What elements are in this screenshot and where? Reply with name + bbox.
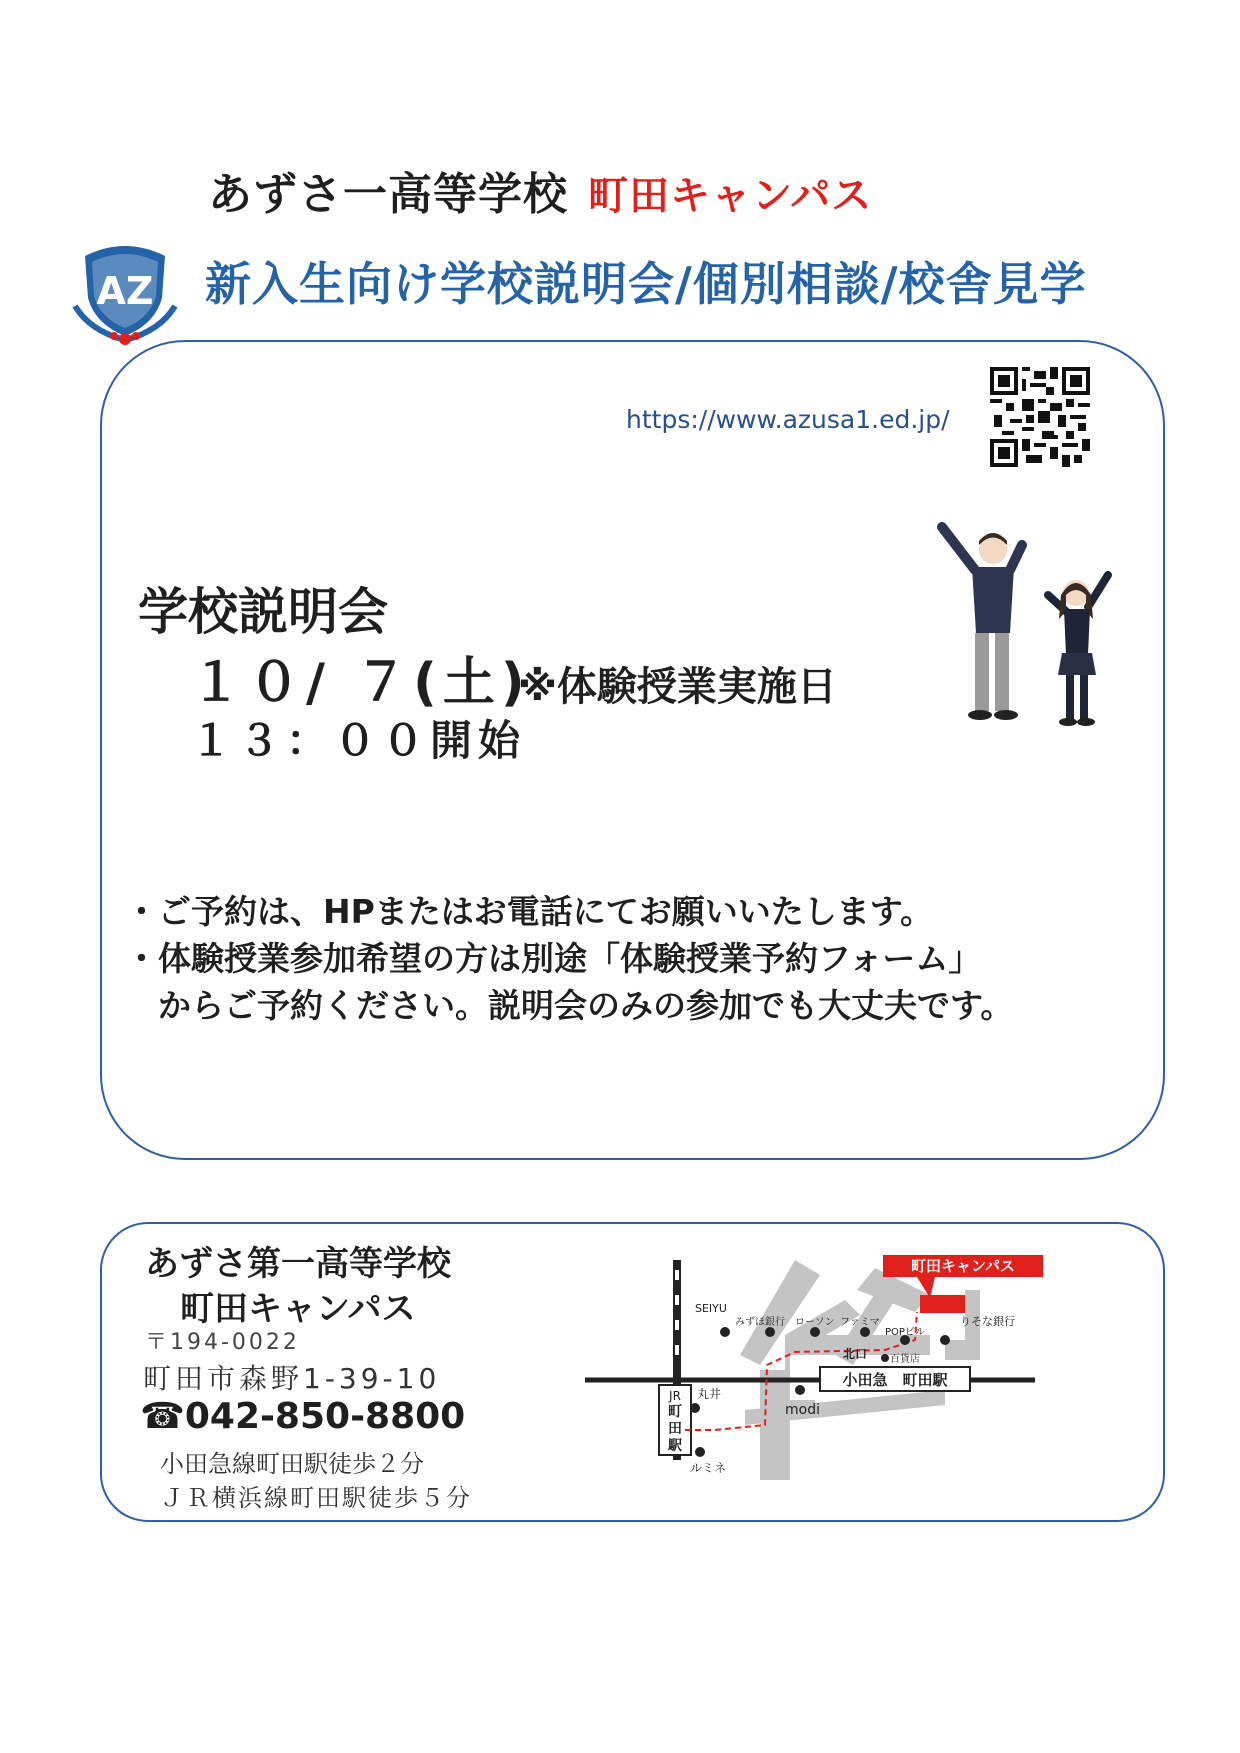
map-mizuho: みずほ銀行 [735,1317,785,1328]
map-modi: modi [785,1402,820,1418]
students-illustration [930,515,1120,735]
map-risona: りそな銀行 [960,1315,1015,1328]
qr-code-icon[interactable] [990,367,1090,467]
event-date: １０/ ７(土) [190,653,531,713]
school-crest-icon [70,236,180,346]
address: 町田市森野1-39-10 [143,1362,441,1395]
page-subtitle: 新入生向け学校説明会/個別相談/校舎見学 [205,257,1087,311]
map-famima: ファミマ [840,1317,880,1328]
school-url-link[interactable]: https://www.azusa1.ed.jp/ [626,405,950,434]
campus-name: 町田キャンパス [588,173,873,219]
event-title: 学校説明会 [138,583,388,641]
map-marui: 丸井 [697,1387,722,1401]
postal-code: 〒194-0022 [145,1330,300,1355]
map-jr-label: 町 [668,1404,682,1420]
crest-letters: AZ [96,269,154,313]
map-seiyu: SEIYU [695,1302,727,1315]
reservation-notes [125,888,1013,1029]
map-jr-label: 駅 [668,1438,682,1454]
map-odakyu-station: 小田急 町田駅 [842,1371,948,1389]
map-jr-label: 田 [668,1421,682,1437]
map-campus-label: 町田キャンパス [911,1257,1015,1275]
map-jr-label: JR [669,1389,681,1403]
note-line: からご予約ください。説明会のみの参加でも大丈夫です。 [125,986,1014,1025]
map-kitaguchi: 北口 [843,1347,868,1361]
event-start-time: １３：００開始 [190,716,527,765]
access-jr: ＪＲ横浜線町田駅徒歩５分 [160,1484,472,1512]
contact-campus-name: 町田キャンパス [180,1289,416,1329]
access-odakyu: 小田急線町田駅徒歩２分 [160,1450,424,1478]
access-map [585,1240,1085,1510]
school-name: あずさ一高等学校 [208,169,568,220]
contact-school-name: あずさ第一高等学校 [145,1244,451,1284]
map-department-store: 百貨店 [890,1354,920,1365]
note-line: ・ご予約は、HPまたはお電話にてお願いいたします。 [125,892,934,931]
phone-number[interactable]: ☎042-850-8800 [140,1396,466,1437]
event-note: ※体験授業実施日 [518,664,837,710]
map-pop-building: POPビル [885,1327,925,1338]
note-line: ・体験授業参加希望の方は別途「体験授業予約フォーム」 [125,939,982,978]
school-title [208,158,872,222]
map-lawson: ローソン [795,1317,835,1328]
map-lumine: ルミネ [690,1461,727,1475]
